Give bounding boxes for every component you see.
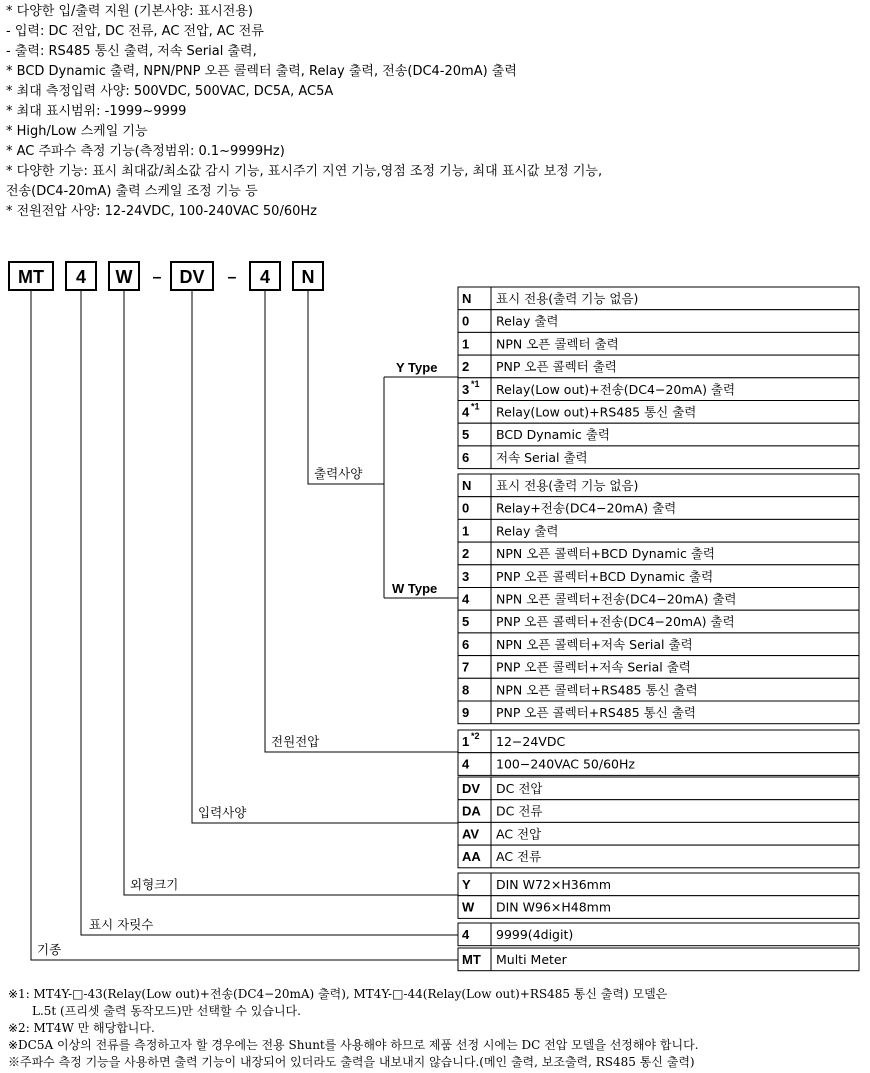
option-row — [458, 923, 859, 946]
code-box-output-text: N — [301, 267, 315, 287]
option-code: 0 — [462, 313, 470, 329]
option-code: 6 — [462, 636, 470, 652]
option-description: Relay+전송(DC4−20mA) 출력 — [496, 500, 677, 516]
option-table-digits — [458, 923, 859, 946]
code-box-input-text: DV — [179, 267, 205, 287]
option-table-y-output — [458, 287, 859, 469]
option-row — [458, 610, 859, 633]
option-row — [458, 423, 859, 446]
label-power: 전원전압 — [271, 734, 320, 749]
footnote-shunt: ※DC5A 이상의 전류를 측정하고자 할 경우에는 전용 Shunt를 사용해야 하므로 제품 선정 시에는 DC 전압 모델을 선정해야 합니다. — [8, 1038, 699, 1052]
option-row — [458, 777, 859, 800]
option-description: Relay 출력 — [496, 523, 559, 539]
option-row — [458, 565, 859, 588]
option-row — [458, 753, 859, 776]
footnotes — [8, 986, 864, 1071]
option-row — [458, 656, 859, 679]
option-row — [458, 896, 859, 919]
option-code: 1 — [462, 336, 470, 352]
model-code — [9, 262, 323, 290]
option-description: Relay(Low out)+전송(DC4−20mA) 출력 — [496, 381, 736, 397]
feature-item: * 최대 표시범위: -1999~9999 — [6, 104, 187, 119]
connector-lines — [31, 290, 458, 960]
label-output-spec: 출력사양 — [314, 466, 363, 481]
option-row — [458, 378, 859, 401]
option-footnote-mark: *1 — [471, 401, 480, 412]
option-row — [458, 497, 859, 520]
option-code: 4 — [462, 927, 470, 942]
option-description: Relay 출력 — [496, 313, 559, 329]
option-description: 표시 전용(출력 기능 없음) — [496, 291, 639, 306]
option-description: Relay(Low out)+RS485 통신 출력 — [496, 404, 697, 420]
option-row — [458, 730, 859, 753]
option-code: 4 — [462, 404, 470, 420]
code-box-power-text: 4 — [259, 267, 271, 287]
option-description: DIN W72×H36mm — [496, 877, 612, 892]
option-description: 9999(4digit) — [496, 927, 574, 942]
option-row — [458, 355, 859, 378]
option-row — [458, 845, 859, 868]
option-row — [458, 588, 859, 611]
label-input-spec: 입력사양 — [198, 805, 247, 820]
option-description: PNP 오픈 콜렉터 출력 — [496, 359, 617, 375]
option-row — [458, 873, 859, 896]
option-footnote-mark: *1 — [471, 378, 480, 389]
label-size: 외형크기 — [130, 877, 179, 892]
option-description: PNP 오픈 콜렉터+전송(DC4−20mA) 출력 — [496, 614, 735, 630]
option-table-w-output — [458, 474, 859, 724]
option-code: 7 — [462, 659, 470, 675]
option-row — [458, 474, 859, 497]
code-box-model-text: MT — [18, 267, 44, 287]
connector-model — [31, 290, 458, 960]
option-code: 8 — [462, 682, 470, 698]
option-table-model — [458, 948, 859, 971]
option-description: DC 전류 — [496, 803, 543, 819]
option-code: 1 — [462, 734, 470, 749]
code-separator: – — [152, 269, 162, 286]
option-row — [458, 401, 859, 424]
option-description: NPN 오픈 콜렉터+전송(DC4−20mA) 출력 — [496, 591, 737, 607]
feature-item: * 다양한 기능: 표시 최대값/최소값 감시 기능, 표시주기 지연 기능,영점 조정 기능, 최대 표시값 보정 기능, — [6, 164, 603, 179]
option-code: 6 — [462, 449, 470, 465]
label-model: 기종 — [37, 942, 62, 957]
option-row — [458, 519, 859, 542]
option-code: 5 — [462, 614, 470, 630]
option-row — [458, 310, 859, 333]
option-code: W — [462, 899, 475, 915]
footnote-1-cont: L.5t (프리셋 출력 동작모드)만 선택할 수 있습니다. — [32, 1004, 301, 1018]
code-box-digits-text: 4 — [75, 267, 87, 287]
feature-item: * 다양한 입/출력 지원 (기본사양: 표시전용) — [6, 4, 253, 19]
label-w-type: W Type — [392, 581, 438, 596]
branch-labels — [37, 360, 437, 957]
feature-item: - 출력: RS485 통신 출력, 저속 Serial 출력, — [6, 44, 257, 59]
option-description: 표시 전용(출력 기능 없음) — [496, 478, 639, 493]
feature-item: * High/Low 스케일 기능 — [6, 124, 148, 139]
option-code: AV — [462, 826, 480, 842]
option-code: AA — [462, 849, 481, 865]
option-description: NPN 오픈 콜렉터+RS485 통신 출력 — [496, 682, 698, 698]
option-code: 5 — [462, 427, 470, 443]
feature-item: - 입력: DC 전압, DC 전류, AC 전압, AC 전류 — [6, 24, 264, 39]
option-code: 2 — [462, 546, 470, 562]
option-description: 100−240VAC 50/60Hz — [496, 756, 635, 772]
option-code: 1 — [462, 523, 470, 539]
option-row — [458, 446, 859, 469]
feature-item: * 전원전압 사양: 12-24VDC, 100-240VAC 50/60Hz — [6, 204, 317, 219]
feature-list — [6, 2, 866, 222]
footnote-frequency: ※주파수 측정 기능을 사용하면 출력 기능이 내장되어 있더라도 출력을 내보내지 않습니다.(메인 출력, 보조출력, RS485 통신 출력) — [8, 1055, 695, 1069]
option-row — [458, 822, 859, 845]
option-description: NPN 오픈 콜렉터+BCD Dynamic 출력 — [496, 546, 715, 562]
option-code: N — [462, 291, 472, 306]
option-description: 12−24VDC — [496, 734, 566, 749]
option-row — [458, 948, 859, 971]
option-code: 2 — [462, 359, 470, 375]
option-table-power — [458, 730, 859, 775]
option-footnote-mark: *2 — [471, 731, 480, 741]
footnote-2: ※2: MT4W 만 해당합니다. — [8, 1021, 155, 1035]
option-description: PNP 오픈 콜렉터+RS485 통신 출력 — [496, 705, 696, 720]
option-description: BCD Dynamic 출력 — [496, 427, 610, 443]
option-description: Multi Meter — [496, 952, 567, 967]
option-row — [458, 678, 859, 701]
option-row — [458, 633, 859, 656]
feature-item: * AC 주파수 측정 기능(측정범위: 0.1~9999Hz) — [6, 144, 285, 159]
connector-output — [308, 290, 384, 484]
option-row — [458, 542, 859, 565]
option-description: DIN W96×H48mm — [496, 899, 612, 915]
option-row — [458, 332, 859, 355]
code-separator: – — [227, 269, 237, 286]
feature-item: * 최대 측정입력 사양: 500VDC, 500VAC, DC5A, AC5A — [6, 84, 334, 99]
option-tables — [458, 287, 859, 971]
code-box-size-text: W — [115, 267, 133, 287]
option-code: 3 — [462, 568, 470, 584]
option-code: DA — [462, 803, 481, 819]
option-description: PNP 오픈 콜렉터+BCD Dynamic 출력 — [496, 568, 714, 584]
label-y-type: Y Type — [396, 360, 438, 375]
label-digits: 표시 자릿수 — [89, 917, 154, 932]
option-code: 0 — [462, 500, 470, 516]
option-table-input — [458, 777, 859, 868]
option-description: DC 전압 — [496, 781, 543, 796]
ordering-code-diagram — [0, 258, 870, 978]
option-description: NPN 오픈 콜렉터+저속 Serial 출력 — [496, 636, 693, 652]
feature-item: * BCD Dynamic 출력, NPN/PNP 오픈 콜렉터 출력, Relay 출력, 전송(DC4-20mA) 출력 — [6, 64, 517, 79]
option-row — [458, 701, 859, 724]
option-code: 4 — [462, 756, 470, 772]
option-row — [458, 800, 859, 823]
option-description: 저속 Serial 출력 — [496, 449, 588, 465]
option-code: DV — [462, 781, 481, 796]
connector-digits — [81, 290, 458, 935]
footnote-1: ※1: MT4Y-□-43(Relay(Low out)+전송(DC4−20mA) 출력), MT4Y-□-44(Relay(Low out)+RS485 통신 출력) 모델은 — [8, 987, 668, 1001]
option-code: 3 — [462, 381, 470, 397]
option-code: Y — [462, 877, 471, 892]
option-description: PNP 오픈 콜렉터+저속 Serial 출력 — [496, 659, 691, 675]
option-code: N — [462, 478, 472, 493]
option-description: AC 전압 — [496, 826, 542, 842]
option-description: NPN 오픈 콜렉터 출력 — [496, 336, 619, 352]
feature-item: 전송(DC4-20mA) 출력 스케일 조정 기능 등 — [6, 184, 258, 199]
option-row — [458, 287, 859, 310]
option-table-size — [458, 873, 859, 918]
option-code: 4 — [462, 591, 470, 607]
option-code: 9 — [462, 705, 470, 720]
option-description: AC 전류 — [496, 849, 542, 865]
option-code: MT — [462, 952, 481, 967]
